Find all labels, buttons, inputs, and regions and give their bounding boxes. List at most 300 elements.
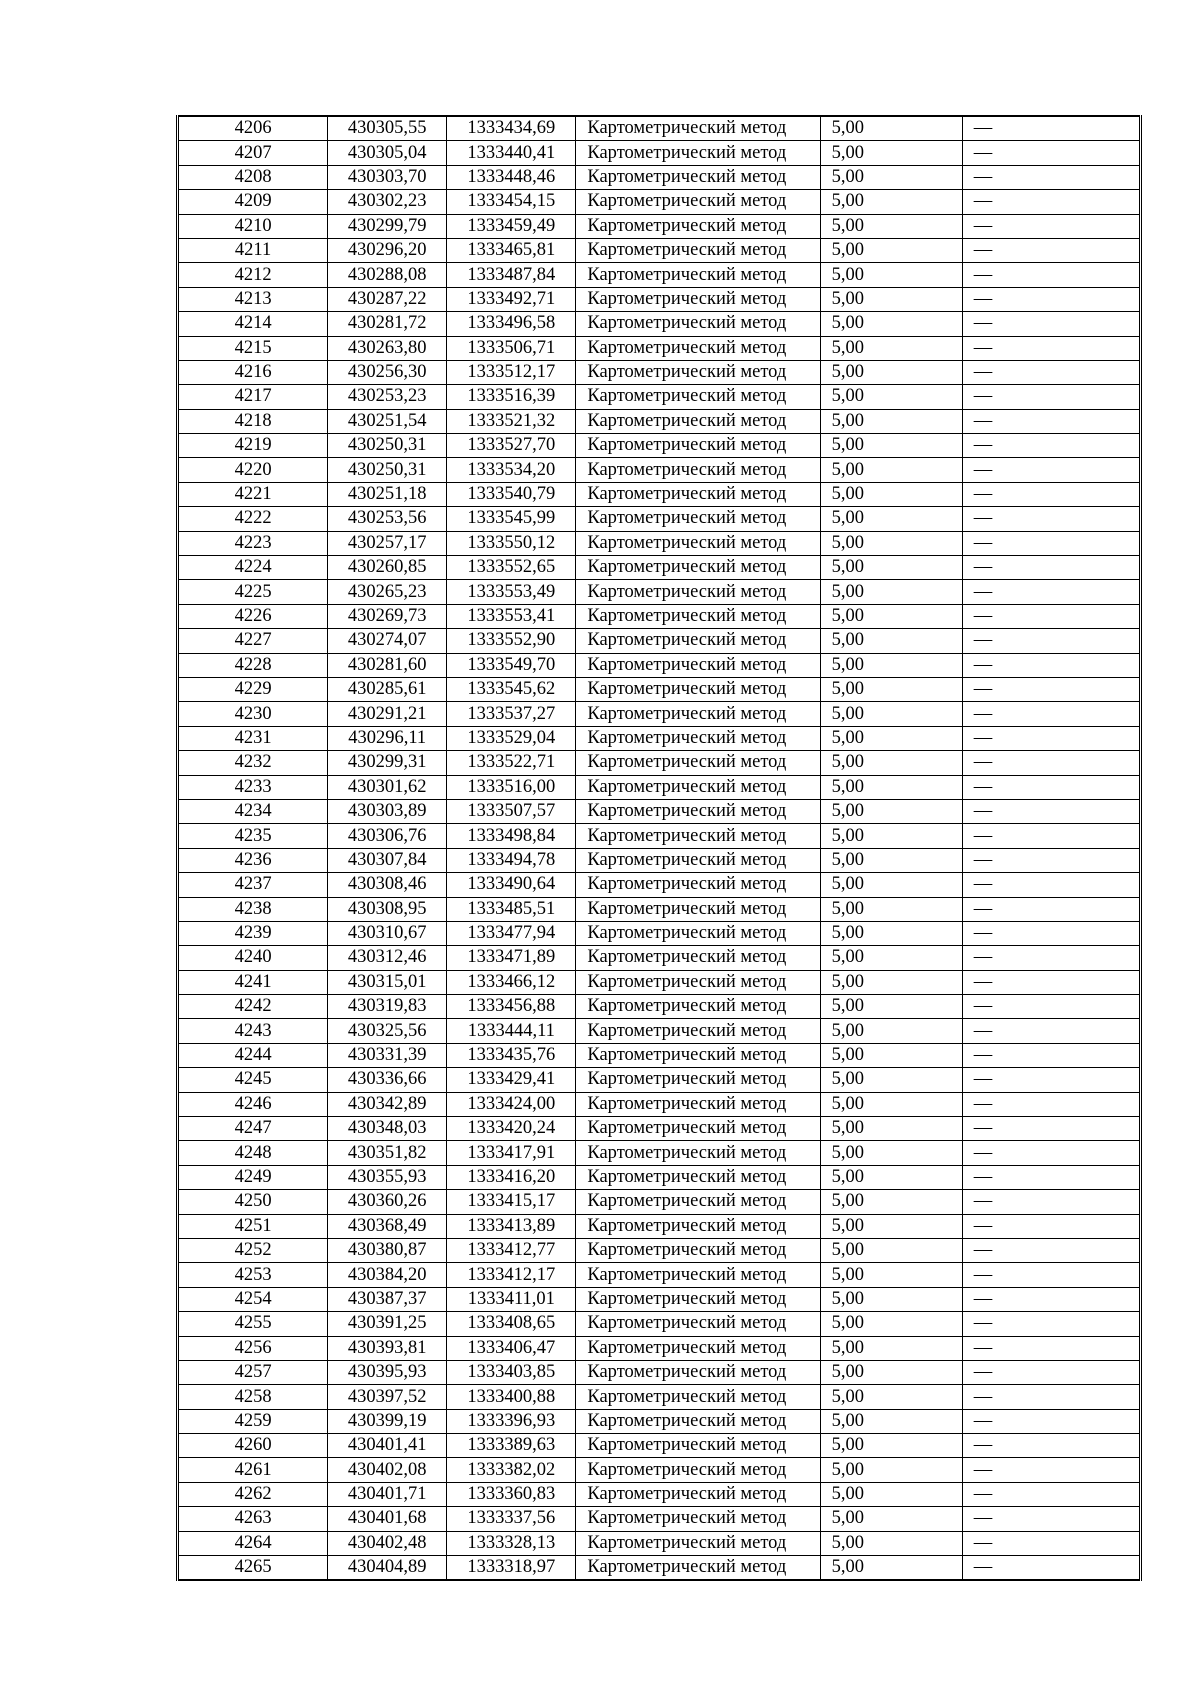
y-coordinate-cell: 1333465,81 [447, 238, 576, 262]
y-coordinate-cell: 1333318,97 [447, 1556, 576, 1581]
method-cell: Картометрический метод [576, 1434, 820, 1458]
note-cell: — [962, 1434, 1140, 1458]
point-number-cell: 4245 [178, 1068, 328, 1092]
table-row [178, 1531, 1141, 1555]
point-number-cell: 4211 [178, 238, 328, 262]
table-row [178, 1507, 1141, 1531]
note-cell: — [962, 799, 1140, 823]
y-coordinate-cell: 1333529,04 [447, 726, 576, 750]
accuracy-cell: 5,00 [820, 434, 962, 458]
table-row [178, 165, 1141, 189]
table-row [178, 1043, 1141, 1067]
note-cell: — [962, 1043, 1140, 1067]
y-coordinate-cell: 1333408,65 [447, 1312, 576, 1336]
accuracy-cell: 5,00 [820, 385, 962, 409]
x-coordinate-cell: 430260,85 [328, 556, 447, 580]
note-cell: — [962, 824, 1140, 848]
note-cell: — [962, 116, 1140, 141]
point-number-cell: 4264 [178, 1531, 328, 1555]
y-coordinate-cell: 1333537,27 [447, 702, 576, 726]
y-coordinate-cell: 1333406,47 [447, 1336, 576, 1360]
accuracy-cell: 5,00 [820, 824, 962, 848]
point-number-cell: 4256 [178, 1336, 328, 1360]
x-coordinate-cell: 430391,25 [328, 1312, 447, 1336]
table-row [178, 1190, 1141, 1214]
x-coordinate-cell: 430384,20 [328, 1263, 447, 1287]
point-number-cell: 4242 [178, 995, 328, 1019]
accuracy-cell: 5,00 [820, 970, 962, 994]
method-cell: Картометрический метод [576, 531, 820, 555]
method-cell: Картометрический метод [576, 799, 820, 823]
note-cell: — [962, 995, 1140, 1019]
x-coordinate-cell: 430308,46 [328, 873, 447, 897]
method-cell: Картометрический метод [576, 1482, 820, 1506]
point-number-cell: 4224 [178, 556, 328, 580]
table-row [178, 482, 1141, 506]
note-cell: — [962, 775, 1140, 799]
note-cell: — [962, 946, 1140, 970]
accuracy-cell: 5,00 [820, 897, 962, 921]
y-coordinate-cell: 1333454,15 [447, 190, 576, 214]
accuracy-cell: 5,00 [820, 1434, 962, 1458]
point-number-cell: 4231 [178, 726, 328, 750]
note-cell: — [962, 1092, 1140, 1116]
method-cell: Картометрический метод [576, 409, 820, 433]
accuracy-cell: 5,00 [820, 1312, 962, 1336]
accuracy-cell: 5,00 [820, 1409, 962, 1433]
table-row [178, 1458, 1141, 1482]
x-coordinate-cell: 430303,89 [328, 799, 447, 823]
point-number-cell: 4234 [178, 799, 328, 823]
method-cell: Картометрический метод [576, 287, 820, 311]
accuracy-cell: 5,00 [820, 531, 962, 555]
y-coordinate-cell: 1333403,85 [447, 1360, 576, 1384]
table-row [178, 507, 1141, 531]
x-coordinate-cell: 430397,52 [328, 1385, 447, 1409]
table-row [178, 702, 1141, 726]
table-row [178, 1336, 1141, 1360]
accuracy-cell: 5,00 [820, 995, 962, 1019]
note-cell: — [962, 1190, 1140, 1214]
point-number-cell: 4232 [178, 751, 328, 775]
method-cell: Картометрический метод [576, 848, 820, 872]
accuracy-cell: 5,00 [820, 165, 962, 189]
x-coordinate-cell: 430351,82 [328, 1141, 447, 1165]
point-number-cell: 4247 [178, 1117, 328, 1141]
method-cell: Картометрический метод [576, 190, 820, 214]
accuracy-cell: 5,00 [820, 1019, 962, 1043]
x-coordinate-cell: 430380,87 [328, 1238, 447, 1262]
method-cell: Картометрический метод [576, 312, 820, 336]
table-row [178, 141, 1141, 165]
table-row [178, 799, 1141, 823]
x-coordinate-cell: 430287,22 [328, 287, 447, 311]
table-row [178, 1312, 1141, 1336]
table-row [178, 726, 1141, 750]
point-number-cell: 4206 [178, 116, 328, 141]
y-coordinate-cell: 1333459,49 [447, 214, 576, 238]
accuracy-cell: 5,00 [820, 1287, 962, 1311]
note-cell: — [962, 1165, 1140, 1189]
y-coordinate-cell: 1333434,69 [447, 116, 576, 141]
method-cell: Картометрический метод [576, 556, 820, 580]
table-row [178, 1409, 1141, 1433]
accuracy-cell: 5,00 [820, 1117, 962, 1141]
method-cell: Картометрический метод [576, 677, 820, 701]
method-cell: Картометрический метод [576, 1507, 820, 1531]
note-cell: — [962, 848, 1140, 872]
y-coordinate-cell: 1333424,00 [447, 1092, 576, 1116]
note-cell: — [962, 873, 1140, 897]
note-cell: — [962, 1019, 1140, 1043]
x-coordinate-cell: 430305,04 [328, 141, 447, 165]
point-number-cell: 4207 [178, 141, 328, 165]
note-cell: — [962, 287, 1140, 311]
point-number-cell: 4241 [178, 970, 328, 994]
accuracy-cell: 5,00 [820, 1556, 962, 1581]
x-coordinate-cell: 430274,07 [328, 629, 447, 653]
point-number-cell: 4260 [178, 1434, 328, 1458]
y-coordinate-cell: 1333471,89 [447, 946, 576, 970]
note-cell: — [962, 726, 1140, 750]
point-number-cell: 4240 [178, 946, 328, 970]
method-cell: Картометрический метод [576, 263, 820, 287]
method-cell: Картометрический метод [576, 751, 820, 775]
x-coordinate-cell: 430402,48 [328, 1531, 447, 1555]
point-number-cell: 4212 [178, 263, 328, 287]
table-row [178, 531, 1141, 555]
point-number-cell: 4209 [178, 190, 328, 214]
accuracy-cell: 5,00 [820, 1214, 962, 1238]
y-coordinate-cell: 1333416,20 [447, 1165, 576, 1189]
method-cell: Картометрический метод [576, 1214, 820, 1238]
y-coordinate-cell: 1333516,39 [447, 385, 576, 409]
point-number-cell: 4236 [178, 848, 328, 872]
y-coordinate-cell: 1333413,89 [447, 1214, 576, 1238]
point-number-cell: 4214 [178, 312, 328, 336]
y-coordinate-cell: 1333521,32 [447, 409, 576, 433]
x-coordinate-cell: 430401,41 [328, 1434, 447, 1458]
table-row [178, 434, 1141, 458]
x-coordinate-cell: 430355,93 [328, 1165, 447, 1189]
table-row [178, 775, 1141, 799]
method-cell: Картометрический метод [576, 1385, 820, 1409]
y-coordinate-cell: 1333417,91 [447, 1141, 576, 1165]
table-row [178, 116, 1141, 141]
point-number-cell: 4244 [178, 1043, 328, 1067]
y-coordinate-cell: 1333507,57 [447, 799, 576, 823]
x-coordinate-cell: 430348,03 [328, 1117, 447, 1141]
x-coordinate-cell: 430360,26 [328, 1190, 447, 1214]
x-coordinate-cell: 430251,54 [328, 409, 447, 433]
method-cell: Картометрический метод [576, 507, 820, 531]
point-number-cell: 4263 [178, 1507, 328, 1531]
point-number-cell: 4253 [178, 1263, 328, 1287]
point-number-cell: 4222 [178, 507, 328, 531]
accuracy-cell: 5,00 [820, 1190, 962, 1214]
table-row [178, 1556, 1141, 1581]
table-row [178, 1165, 1141, 1189]
accuracy-cell: 5,00 [820, 238, 962, 262]
point-number-cell: 4230 [178, 702, 328, 726]
note-cell: — [962, 629, 1140, 653]
point-number-cell: 4262 [178, 1482, 328, 1506]
table-row [178, 946, 1141, 970]
note-cell: — [962, 1141, 1140, 1165]
x-coordinate-cell: 430325,56 [328, 1019, 447, 1043]
x-coordinate-cell: 430305,55 [328, 116, 447, 141]
x-coordinate-cell: 430253,56 [328, 507, 447, 531]
point-number-cell: 4258 [178, 1385, 328, 1409]
x-coordinate-cell: 430401,71 [328, 1482, 447, 1506]
point-number-cell: 4235 [178, 824, 328, 848]
method-cell: Картометрический метод [576, 336, 820, 360]
point-number-cell: 4255 [178, 1312, 328, 1336]
note-cell: — [962, 604, 1140, 628]
x-coordinate-cell: 430296,20 [328, 238, 447, 262]
y-coordinate-cell: 1333498,84 [447, 824, 576, 848]
note-cell: — [962, 434, 1140, 458]
note-cell: — [962, 1263, 1140, 1287]
note-cell: — [962, 238, 1140, 262]
method-cell: Картометрический метод [576, 214, 820, 238]
point-number-cell: 4220 [178, 458, 328, 482]
method-cell: Картометрический метод [576, 1190, 820, 1214]
x-coordinate-cell: 430399,19 [328, 1409, 447, 1433]
table-row [178, 458, 1141, 482]
table-row [178, 604, 1141, 628]
table-row [178, 385, 1141, 409]
x-coordinate-cell: 430402,08 [328, 1458, 447, 1482]
note-cell: — [962, 1287, 1140, 1311]
y-coordinate-cell: 1333545,99 [447, 507, 576, 531]
accuracy-cell: 5,00 [820, 312, 962, 336]
point-number-cell: 4251 [178, 1214, 328, 1238]
method-cell: Картометрический метод [576, 1117, 820, 1141]
point-number-cell: 4254 [178, 1287, 328, 1311]
y-coordinate-cell: 1333360,83 [447, 1482, 576, 1506]
point-number-cell: 4215 [178, 336, 328, 360]
x-coordinate-cell: 430281,72 [328, 312, 447, 336]
y-coordinate-cell: 1333456,88 [447, 995, 576, 1019]
x-coordinate-cell: 430250,31 [328, 458, 447, 482]
x-coordinate-cell: 430263,80 [328, 336, 447, 360]
table-row [178, 1360, 1141, 1384]
accuracy-cell: 5,00 [820, 1263, 962, 1287]
y-coordinate-cell: 1333545,62 [447, 677, 576, 701]
method-cell: Картометрический метод [576, 1165, 820, 1189]
x-coordinate-cell: 430285,61 [328, 677, 447, 701]
accuracy-cell: 5,00 [820, 1068, 962, 1092]
table-row [178, 214, 1141, 238]
y-coordinate-cell: 1333411,01 [447, 1287, 576, 1311]
note-cell: — [962, 1556, 1140, 1581]
method-cell: Картометрический метод [576, 1263, 820, 1287]
x-coordinate-cell: 430281,60 [328, 653, 447, 677]
note-cell: — [962, 1238, 1140, 1262]
accuracy-cell: 5,00 [820, 1141, 962, 1165]
table-row [178, 1117, 1141, 1141]
accuracy-cell: 5,00 [820, 1092, 962, 1116]
accuracy-cell: 5,00 [820, 799, 962, 823]
point-number-cell: 4221 [178, 482, 328, 506]
point-number-cell: 4217 [178, 385, 328, 409]
y-coordinate-cell: 1333534,20 [447, 458, 576, 482]
y-coordinate-cell: 1333412,77 [447, 1238, 576, 1262]
note-cell: — [962, 1458, 1140, 1482]
point-number-cell: 4225 [178, 580, 328, 604]
x-coordinate-cell: 430387,37 [328, 1287, 447, 1311]
method-cell: Картометрический метод [576, 1238, 820, 1262]
y-coordinate-cell: 1333396,93 [447, 1409, 576, 1433]
method-cell: Картометрический метод [576, 995, 820, 1019]
point-number-cell: 4261 [178, 1458, 328, 1482]
accuracy-cell: 5,00 [820, 1385, 962, 1409]
note-cell: — [962, 482, 1140, 506]
x-coordinate-cell: 430265,23 [328, 580, 447, 604]
table-row [178, 1214, 1141, 1238]
method-cell: Картометрический метод [576, 921, 820, 945]
accuracy-cell: 5,00 [820, 507, 962, 531]
y-coordinate-cell: 1333550,12 [447, 531, 576, 555]
table-row [178, 921, 1141, 945]
method-cell: Картометрический метод [576, 385, 820, 409]
point-number-cell: 4250 [178, 1190, 328, 1214]
note-cell: — [962, 1068, 1140, 1092]
x-coordinate-cell: 430393,81 [328, 1336, 447, 1360]
accuracy-cell: 5,00 [820, 604, 962, 628]
table-row [178, 580, 1141, 604]
method-cell: Картометрический метод [576, 824, 820, 848]
accuracy-cell: 5,00 [820, 360, 962, 384]
point-number-cell: 4219 [178, 434, 328, 458]
table-row [178, 1434, 1141, 1458]
point-number-cell: 4252 [178, 1238, 328, 1262]
note-cell: — [962, 507, 1140, 531]
y-coordinate-cell: 1333337,56 [447, 1507, 576, 1531]
x-coordinate-cell: 430368,49 [328, 1214, 447, 1238]
method-cell: Картометрический метод [576, 165, 820, 189]
note-cell: — [962, 556, 1140, 580]
method-cell: Картометрический метод [576, 1336, 820, 1360]
note-cell: — [962, 702, 1140, 726]
note-cell: — [962, 653, 1140, 677]
y-coordinate-cell: 1333540,79 [447, 482, 576, 506]
x-coordinate-cell: 430301,62 [328, 775, 447, 799]
table-row [178, 409, 1141, 433]
y-coordinate-cell: 1333527,70 [447, 434, 576, 458]
accuracy-cell: 5,00 [820, 116, 962, 141]
note-cell: — [962, 677, 1140, 701]
y-coordinate-cell: 1333440,41 [447, 141, 576, 165]
y-coordinate-cell: 1333382,02 [447, 1458, 576, 1482]
x-coordinate-cell: 430331,39 [328, 1043, 447, 1067]
method-cell: Картометрический метод [576, 897, 820, 921]
table-row [178, 751, 1141, 775]
note-cell: — [962, 1482, 1140, 1506]
method-cell: Картометрический метод [576, 1458, 820, 1482]
y-coordinate-cell: 1333494,78 [447, 848, 576, 872]
table-row [178, 1092, 1141, 1116]
table-row [178, 1019, 1141, 1043]
table-row [178, 995, 1141, 1019]
note-cell: — [962, 458, 1140, 482]
x-coordinate-cell: 430310,67 [328, 921, 447, 945]
y-coordinate-cell: 1333512,17 [447, 360, 576, 384]
x-coordinate-cell: 430312,46 [328, 946, 447, 970]
method-cell: Картометрический метод [576, 1531, 820, 1555]
method-cell: Картометрический метод [576, 726, 820, 750]
y-coordinate-cell: 1333490,64 [447, 873, 576, 897]
note-cell: — [962, 897, 1140, 921]
note-cell: — [962, 165, 1140, 189]
y-coordinate-cell: 1333487,84 [447, 263, 576, 287]
x-coordinate-cell: 430401,68 [328, 1507, 447, 1531]
y-coordinate-cell: 1333328,13 [447, 1531, 576, 1555]
x-coordinate-cell: 430395,93 [328, 1360, 447, 1384]
accuracy-cell: 5,00 [820, 1507, 962, 1531]
point-number-cell: 4228 [178, 653, 328, 677]
accuracy-cell: 5,00 [820, 409, 962, 433]
method-cell: Картометрический метод [576, 360, 820, 384]
y-coordinate-cell: 1333552,90 [447, 629, 576, 653]
method-cell: Картометрический метод [576, 702, 820, 726]
method-cell: Картометрический метод [576, 775, 820, 799]
y-coordinate-cell: 1333466,12 [447, 970, 576, 994]
accuracy-cell: 5,00 [820, 1458, 962, 1482]
table-row [178, 1287, 1141, 1311]
x-coordinate-cell: 430302,23 [328, 190, 447, 214]
x-coordinate-cell: 430336,66 [328, 1068, 447, 1092]
method-cell: Картометрический метод [576, 970, 820, 994]
note-cell: — [962, 1336, 1140, 1360]
accuracy-cell: 5,00 [820, 629, 962, 653]
note-cell: — [962, 580, 1140, 604]
y-coordinate-cell: 1333444,11 [447, 1019, 576, 1043]
method-cell: Картометрический метод [576, 238, 820, 262]
point-number-cell: 4216 [178, 360, 328, 384]
accuracy-cell: 5,00 [820, 751, 962, 775]
y-coordinate-cell: 1333522,71 [447, 751, 576, 775]
method-cell: Картометрический метод [576, 1092, 820, 1116]
accuracy-cell: 5,00 [820, 653, 962, 677]
table-row [178, 824, 1141, 848]
y-coordinate-cell: 1333492,71 [447, 287, 576, 311]
y-coordinate-cell: 1333552,65 [447, 556, 576, 580]
x-coordinate-cell: 430307,84 [328, 848, 447, 872]
accuracy-cell: 5,00 [820, 921, 962, 945]
table-row [178, 848, 1141, 872]
note-cell: — [962, 1117, 1140, 1141]
x-coordinate-cell: 430253,23 [328, 385, 447, 409]
accuracy-cell: 5,00 [820, 1238, 962, 1262]
note-cell: — [962, 970, 1140, 994]
accuracy-cell: 5,00 [820, 848, 962, 872]
point-number-cell: 4210 [178, 214, 328, 238]
x-coordinate-cell: 430296,11 [328, 726, 447, 750]
y-coordinate-cell: 1333435,76 [447, 1043, 576, 1067]
x-coordinate-cell: 430291,21 [328, 702, 447, 726]
point-number-cell: 4265 [178, 1556, 328, 1581]
method-cell: Картометрический метод [576, 1068, 820, 1092]
method-cell: Картометрический метод [576, 873, 820, 897]
x-coordinate-cell: 430404,89 [328, 1556, 447, 1581]
accuracy-cell: 5,00 [820, 1043, 962, 1067]
accuracy-cell: 5,00 [820, 677, 962, 701]
method-cell: Картометрический метод [576, 653, 820, 677]
point-number-cell: 4213 [178, 287, 328, 311]
x-coordinate-cell: 430250,31 [328, 434, 447, 458]
